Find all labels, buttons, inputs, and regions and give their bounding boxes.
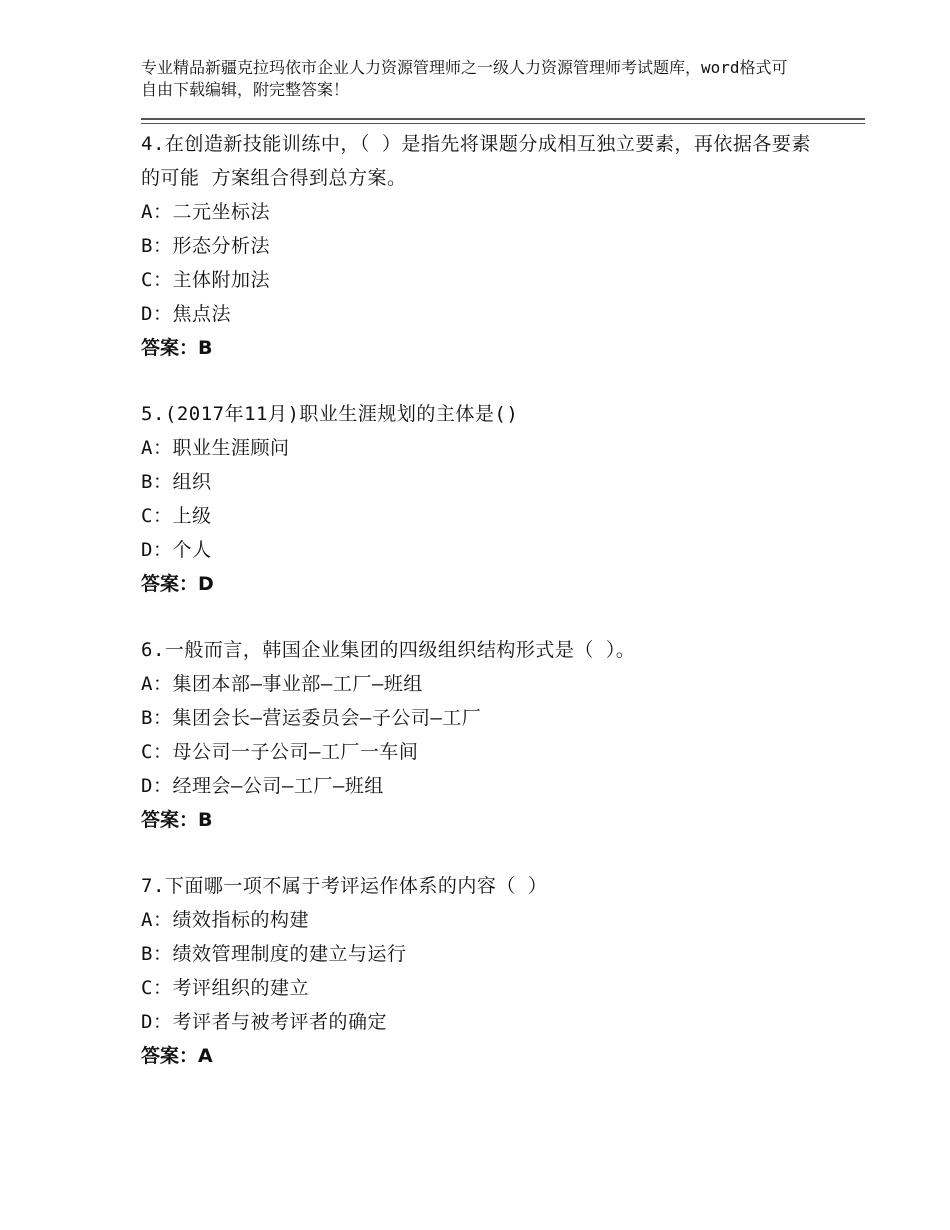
question-item (141, 127, 821, 365)
option-b: B：形态分析法 (141, 235, 270, 257)
option-c: C：母公司一子公司—工厂一车间 (141, 741, 419, 763)
header-title: 专业精品新疆克拉玛依市企业人力资源管理师之一级人力资源管理师考试题库，word格式可自由下载编辑，附完整答案！ (141, 58, 788, 99)
option-b: B：集团会长—营运委员会—子公司—工厂 (141, 707, 482, 729)
option-d: D：个人 (141, 539, 212, 561)
question-text: 6.一般而言，韩国企业集团的四级组织结构形式是（ ）。 (141, 639, 636, 661)
question-text: 4.在创造新技能训练中，（ ）是指先将课题分成相互独立要素，再依据各要素的可能 方案组合得到总方案。 (141, 133, 811, 189)
answer-label: 答案：D (141, 573, 214, 595)
question-list (141, 127, 821, 1105)
option-c: C：上级 (141, 505, 212, 527)
option-d: D：焦点法 (141, 303, 231, 325)
option-a: A：集团本部—事业部—工厂—班组 (141, 673, 423, 695)
option-b: B：组织 (141, 471, 212, 493)
answer-label: 答案：A (141, 1045, 213, 1067)
question-text: 5.(2017年11月)职业生涯规划的主体是() (141, 403, 519, 425)
option-c: C：主体附加法 (141, 269, 270, 291)
question-item (141, 397, 821, 601)
option-a: A：绩效指标的构建 (141, 909, 309, 931)
option-b: B：绩效管理制度的建立与运行 (141, 943, 407, 965)
document-header (141, 57, 791, 101)
question-item (141, 869, 821, 1073)
answer-label: 答案：B (141, 337, 213, 359)
option-d: D：经理会—公司—工厂—班组 (141, 775, 384, 797)
option-a: A：二元坐标法 (141, 201, 270, 223)
option-a: A：职业生涯顾问 (141, 437, 290, 459)
option-c: C：考评组织的建立 (141, 977, 309, 999)
question-item (141, 633, 821, 837)
option-d: D：考评者与被考评者的确定 (141, 1011, 387, 1033)
question-text: 7.下面哪一项不属于考评运作体系的内容（ ） (141, 875, 548, 897)
header-divider (141, 118, 865, 124)
answer-label: 答案：B (141, 809, 213, 831)
